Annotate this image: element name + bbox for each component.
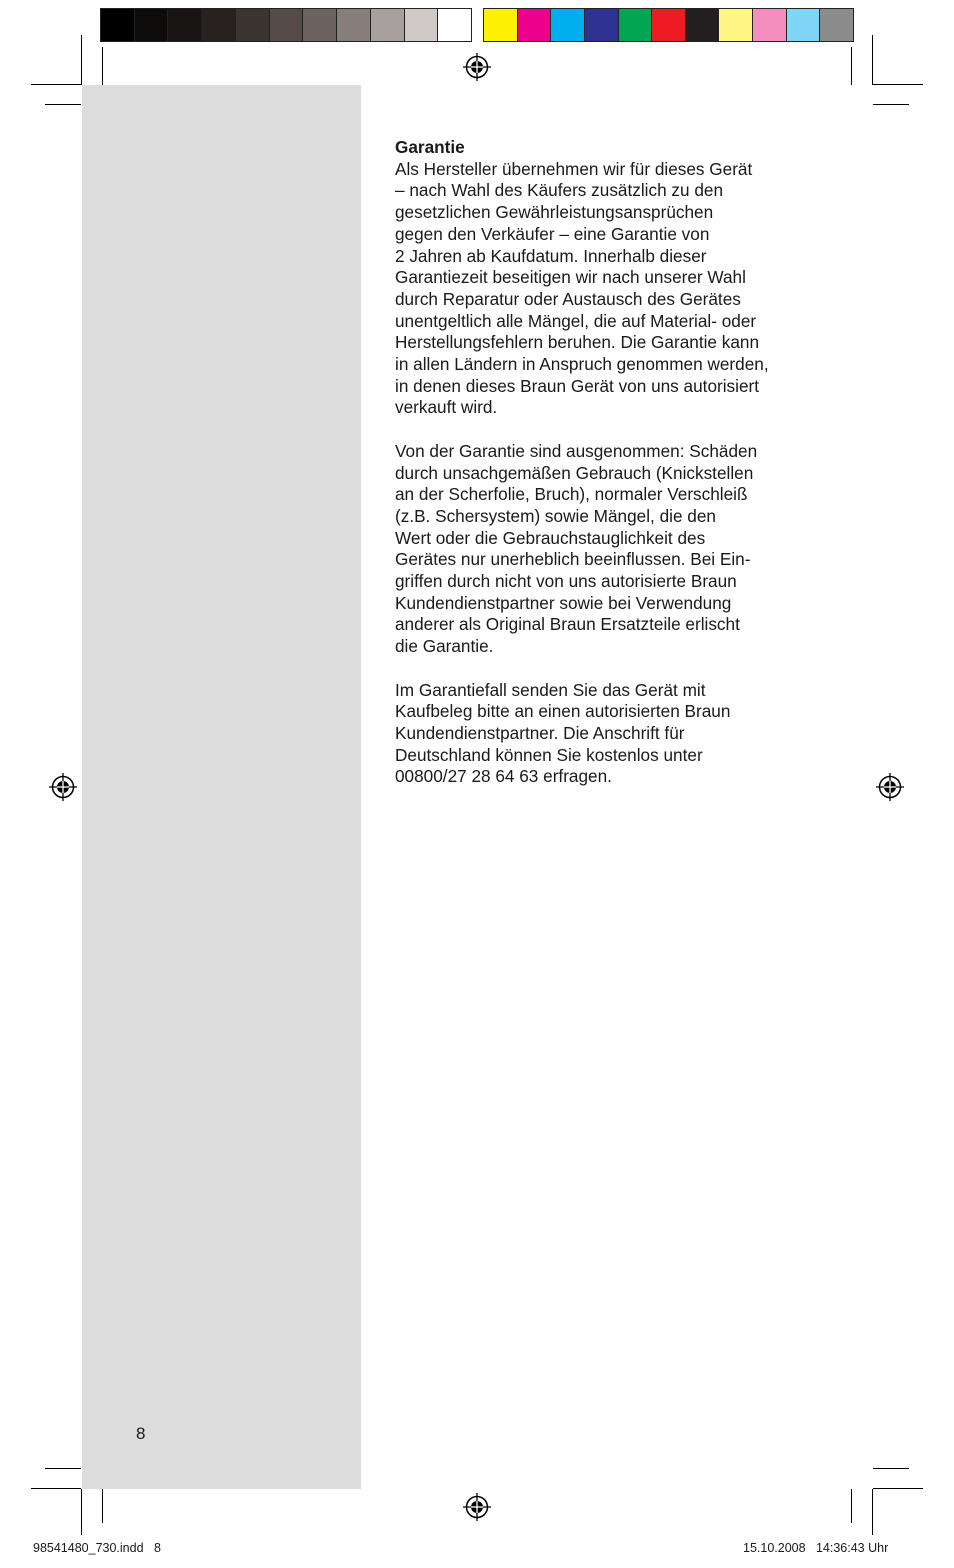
- crop-mark: [45, 104, 81, 105]
- color-swatch: [236, 9, 270, 41]
- paragraph-claim-process: [395, 680, 835, 789]
- crop-mark: [102, 1489, 103, 1523]
- color-swatch: [551, 9, 585, 41]
- text-line: Gerätes nur unerheblich beeinflussen. Bei Ein-: [395, 549, 751, 570]
- crop-mark: [872, 1489, 873, 1535]
- text-line: die Garantie.: [395, 636, 494, 657]
- text-line: in allen Ländern in Anspruch genommen werden,: [395, 354, 769, 375]
- crop-mark: [851, 47, 852, 85]
- text-line: anderer als Original Braun Ersatzteile erlischt: [395, 614, 740, 635]
- paragraph-warranty-terms: [395, 159, 835, 419]
- warranty-section: [395, 137, 835, 810]
- registration-mark-icon: [463, 1493, 491, 1521]
- color-swatch: [438, 9, 471, 41]
- color-swatch: [719, 9, 753, 41]
- text-line: griffen durch nicht von uns autorisierte Braun: [395, 571, 737, 592]
- text-line: Als Hersteller übernehmen wir für dieses Gerät: [395, 158, 753, 179]
- text-line: (z.B. Schersystem) sowie Mängel, die den: [395, 505, 716, 526]
- text-line: Kaufbeleg bitte an einen autorisierten Braun: [395, 701, 731, 722]
- text-line: Von der Garantie sind ausgenommen: Schäden: [395, 440, 758, 461]
- color-swatch: [270, 9, 304, 41]
- crop-mark: [81, 1489, 82, 1535]
- color-swatch: [753, 9, 787, 41]
- text-line: durch Reparatur oder Austausch des Gerätes: [395, 288, 741, 309]
- text-line: verkauft wird.: [395, 397, 498, 418]
- text-line: Kundendienstpartner. Die Anschrift für: [395, 722, 685, 743]
- text-line: Wert oder die Gebrauchstauglichkeit des: [395, 527, 706, 548]
- text-line: Im Garantiefall senden Sie das Gerät mit: [395, 679, 706, 700]
- color-swatch: [202, 9, 236, 41]
- color-swatch: [135, 9, 169, 41]
- crop-mark: [81, 35, 82, 85]
- text-line: an der Scherfolie, Bruch), normaler Verschleiß: [395, 484, 748, 505]
- color-swatch: [101, 9, 135, 41]
- color-swatch: [820, 9, 853, 41]
- text-line: 00800/27 28 64 63 erfragen.: [395, 766, 612, 787]
- crop-mark: [872, 35, 873, 85]
- slug-timestamp: 15.10.2008 14:36:43 Uhr: [743, 1541, 889, 1555]
- crop-mark: [873, 104, 909, 105]
- crop-mark: [851, 1489, 852, 1523]
- process-color-bar: [483, 8, 854, 42]
- text-line: 2 Jahren ab Kaufdatum. Innerhalb dieser: [395, 245, 707, 266]
- color-swatch: [405, 9, 439, 41]
- crop-mark: [102, 47, 103, 85]
- crop-mark: [873, 1488, 923, 1489]
- color-swatch: [168, 9, 202, 41]
- color-swatch: [686, 9, 720, 41]
- color-swatch: [337, 9, 371, 41]
- color-swatch: [787, 9, 821, 41]
- color-swatch: [652, 9, 686, 41]
- text-line: gesetzlichen Gewährleistungsansprüchen: [395, 202, 714, 223]
- color-swatch: [619, 9, 653, 41]
- slug-file-info: 98541480_730.indd 8: [33, 1541, 161, 1555]
- text-line: Deutschland können Sie kostenlos unter: [395, 744, 703, 765]
- crop-mark: [873, 1468, 909, 1469]
- registration-mark-icon: [876, 773, 904, 801]
- crop-mark: [31, 1488, 81, 1489]
- text-line: – nach Wahl des Käufers zusätzlich zu den: [395, 180, 724, 201]
- color-swatch: [484, 9, 518, 41]
- text-line: gegen den Verkäufer – eine Garantie von: [395, 223, 710, 244]
- text-line: Garantiezeit beseitigen wir nach unserer Wahl: [395, 267, 746, 288]
- grayscale-color-bar: [100, 8, 472, 42]
- paragraph-exclusions: [395, 441, 835, 658]
- side-panel: [82, 85, 361, 1489]
- color-swatch: [585, 9, 619, 41]
- crop-mark: [45, 1468, 81, 1469]
- text-line: durch unsachgemäßen Gebrauch (Knickstellen: [395, 462, 754, 483]
- crop-mark: [873, 84, 923, 85]
- text-line: in denen dieses Braun Gerät von uns autorisiert: [395, 375, 760, 396]
- page-number: 8: [136, 1424, 146, 1443]
- registration-mark-icon: [49, 773, 77, 801]
- text-line: Kundendienstpartner sowie bei Verwendung: [395, 592, 732, 613]
- color-swatch: [303, 9, 337, 41]
- crop-mark: [31, 84, 81, 85]
- section-heading: Garantie: [395, 137, 465, 157]
- text-line: unentgeltlich alle Mängel, die auf Material- oder: [395, 310, 757, 331]
- color-swatch: [518, 9, 552, 41]
- color-swatch: [371, 9, 405, 41]
- registration-mark-icon: [463, 53, 491, 81]
- text-line: Herstellungsfehlern beruhen. Die Garantie kann: [395, 332, 760, 353]
